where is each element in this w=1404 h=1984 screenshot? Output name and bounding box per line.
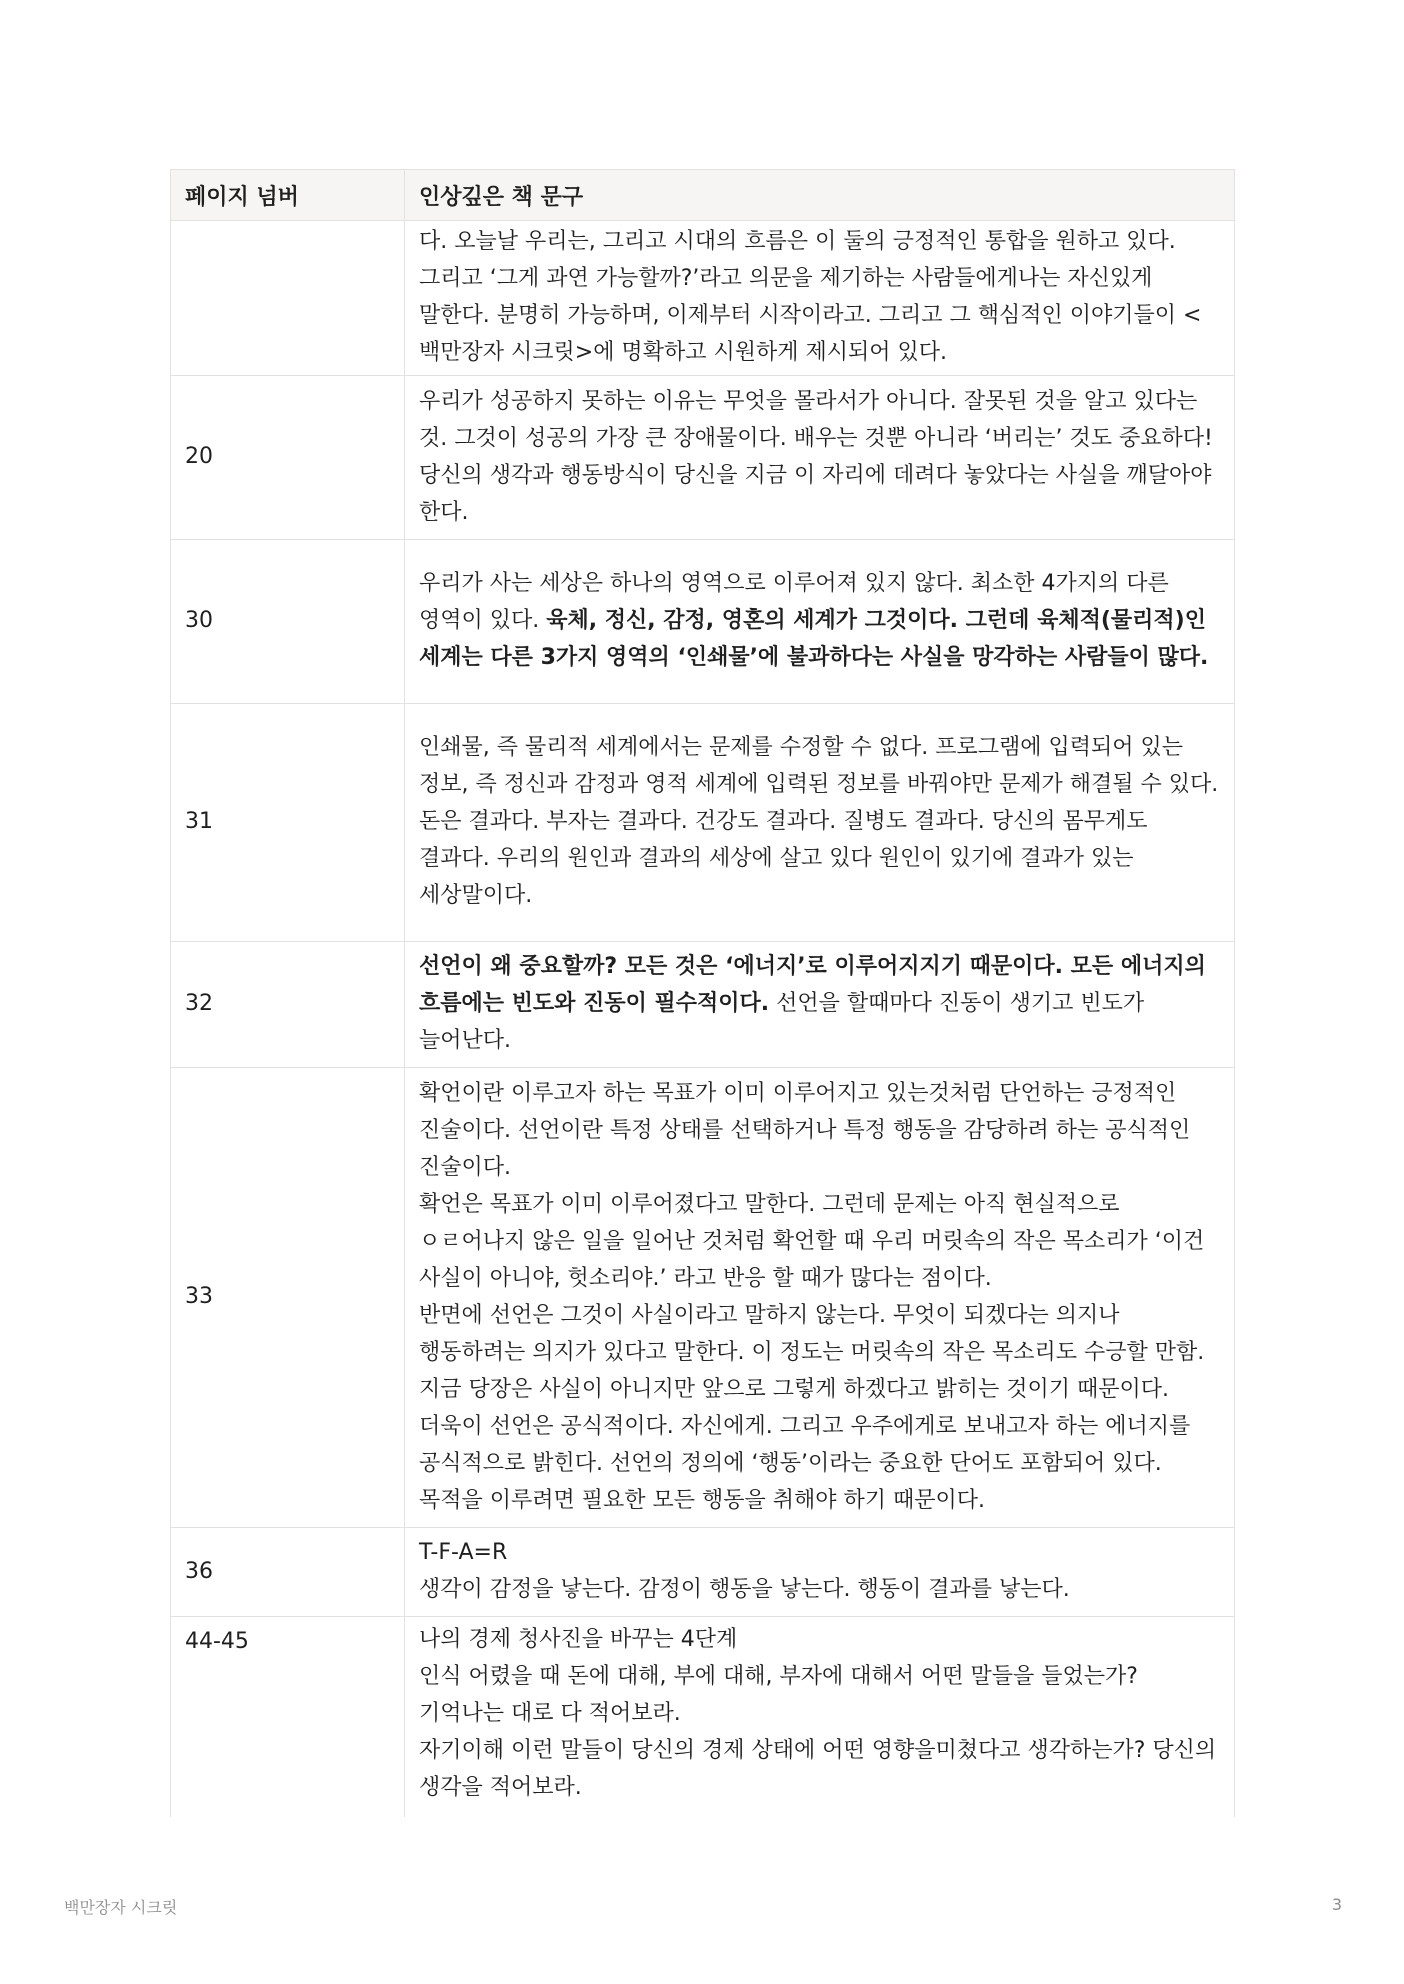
quote-text-bold: 선언이 왜 중요할까? 모든 것은 ‘에너지’로 이루어지지기 때문이다. 모든 에너지의 흐름에는 빈도와 진동이 필수적이다. — [419, 954, 1206, 1016]
quote-paragraph: 반면에 선언은 그것이 사실이라고 말하지 않는다. 무엇이 되겠다는 의지나 행동하려는 의지가 있다고 말한다. 이 정도는 머릿속의 작은 목소리도 수긍할 만함. 지금 당장은 사실이 아니지만 앞으로 그렇게 하겠다고 밝히는 것이기 때문이다. 더욱이 선언은 공식적이다. 자신에게. 그리고 우주에게로 보내고자 하는 에너지를 공식적으로 밝힌다. 선언의 정의에 ‘행동’이라는 중요한 단어도 포함되어 있다. 목적을 이루려면 필요한 모든 행동을 취해야 하기 때문이다. — [419, 1302, 1205, 1513]
quote-paragraph: 인식 어렸을 때 돈에 대해, 부에 대해, 부자에 대해서 어떤 말들을 들었는가? 기억나는 대로 다 적어보라. — [419, 1664, 1138, 1726]
quote-text: 다. 오늘날 우리는, 그리고 시대의 흐름은 이 둘의 긍정적인 통합을 원하고 있다. 그리고 ‘그게 과연 가능할까?’라고 의문을 제기하는 사람들에게나는 자신있게 말한다. 분명히 가능하며, 이제부터 시작이라고. 그리고 그 핵심적인 이야기들이 <백만장자 시크릿>에 명확하고 시원하게 제시되어 있다. — [419, 229, 1202, 365]
quote-text: 우리가 성공하지 못하는 이유는 무엇을 몰라서가 아니다. 잘못된 것을 알고 있다는 것. 그것이 성공의 가장 큰 장애물이다. 배우는 것뿐 아니라 ‘버리는’ 것도 중요하다! 당신의 생각과 행동방식이 당신을 지금 이 자리에 데려다 놓았다는 사실을 깨달아야 한다. — [419, 388, 1213, 525]
row-quote — [405, 540, 1235, 704]
quotes-table — [170, 169, 1235, 1817]
table-row — [171, 1528, 1235, 1617]
row-page — [171, 221, 405, 376]
quote-paragraph: 나의 경제 청사진을 바꾸는 4단계 — [419, 1627, 738, 1652]
row-page: 33 — [171, 1068, 405, 1528]
row-quote — [405, 942, 1235, 1068]
table-row — [171, 704, 1235, 942]
quote-paragraph: 자기이해 이런 말들이 당신의 경제 상태에 어떤 영향을미쳤다고 생각하는가? 당신의 생각을 적어보라. — [419, 1738, 1217, 1800]
row-page: 31 — [171, 704, 405, 942]
quote-text-bold: 육체, 정신, 감정, 영혼의 세계가 그것이다. 그런데 육체적(물리적)인 세계는 다른 3가지 영역의 ‘인쇄물’에 불과하다는 사실을 망각하는 사람들이 많다. — [419, 608, 1209, 670]
table-row — [171, 540, 1235, 704]
row-page: 44-45 — [171, 1617, 405, 1817]
table-row — [171, 221, 1235, 376]
quote-paragraph: 확언이란 이루고자 하는 목표가 이미 이루어지고 있는것처럼 단언하는 긍정적인 진술이다. 선언이란 특정 상태를 선택하거나 특정 행동을 감당하려 하는 공식적인 진술이다. — [419, 1080, 1191, 1180]
table-header-row — [171, 170, 1235, 221]
row-page: 30 — [171, 540, 405, 704]
quote-paragraph: 확언은 목표가 이미 이루어졌다고 말한다. 그런데 문제는 아직 현실적으로 ㅇㄹ어나지 않은 일을 일어난 것처럼 확언할 때 우리 머릿속의 작은 목소리가 ‘이건 사실이 아니야, 헛소리야.’ 라고 반응 할 때가 많다는 점이다. — [419, 1191, 1205, 1291]
row-quote — [405, 221, 1235, 376]
table-row — [171, 1068, 1235, 1528]
quote-paragraph: 인쇄물, 즉 물리적 세계에서는 문제를 수정할 수 없다. 프로그램에 입력되어 있는 정보, 즉 정신과 감정과 영적 세계에 입력된 정보를 바꿔야만 문제가 해결될 수 있다. — [419, 735, 1219, 797]
quote-paragraph: T-F-A=R — [419, 1540, 508, 1565]
table-row — [171, 1617, 1235, 1817]
quote-text: 우리가 사는 세상은 하나의 영역으로 이루어져 있지 않다. 최소한 4가지의 다른 영역이 있다. — [419, 571, 1169, 633]
row-page: 36 — [171, 1528, 405, 1617]
row-quote — [405, 1068, 1235, 1528]
row-page: 32 — [171, 942, 405, 1068]
footer-page-number: 3 — [1331, 1895, 1342, 1914]
quote-paragraph: 돈은 결과다. 부자는 결과다. 건강도 결과다. 질병도 결과다. 당신의 몸무게도 결과다. 우리의 원인과 결과의 세상에 살고 있다 원인이 있기에 결과가 있는 세상말이다. — [419, 809, 1148, 908]
row-quote — [405, 1617, 1235, 1817]
row-quote — [405, 376, 1235, 540]
quotes-table-container — [170, 169, 1234, 1817]
row-quote — [405, 704, 1235, 942]
header-quote: 인상깊은 책 문구 — [405, 170, 1235, 221]
row-page: 20 — [171, 376, 405, 540]
table-row — [171, 376, 1235, 540]
row-quote — [405, 1528, 1235, 1617]
quote-text: 선언을 할때마다 진동이 생기고 빈도가 늘어난다. — [419, 991, 1145, 1053]
footer-title: 백만장자 시크릿 — [64, 1898, 178, 1917]
header-page-number: 페이지 넘버 — [171, 170, 405, 221]
table-row — [171, 942, 1235, 1068]
quote-paragraph: 생각이 감정을 낳는다. 감정이 행동을 낳는다. 행동이 결과를 낳는다. — [419, 1577, 1070, 1602]
